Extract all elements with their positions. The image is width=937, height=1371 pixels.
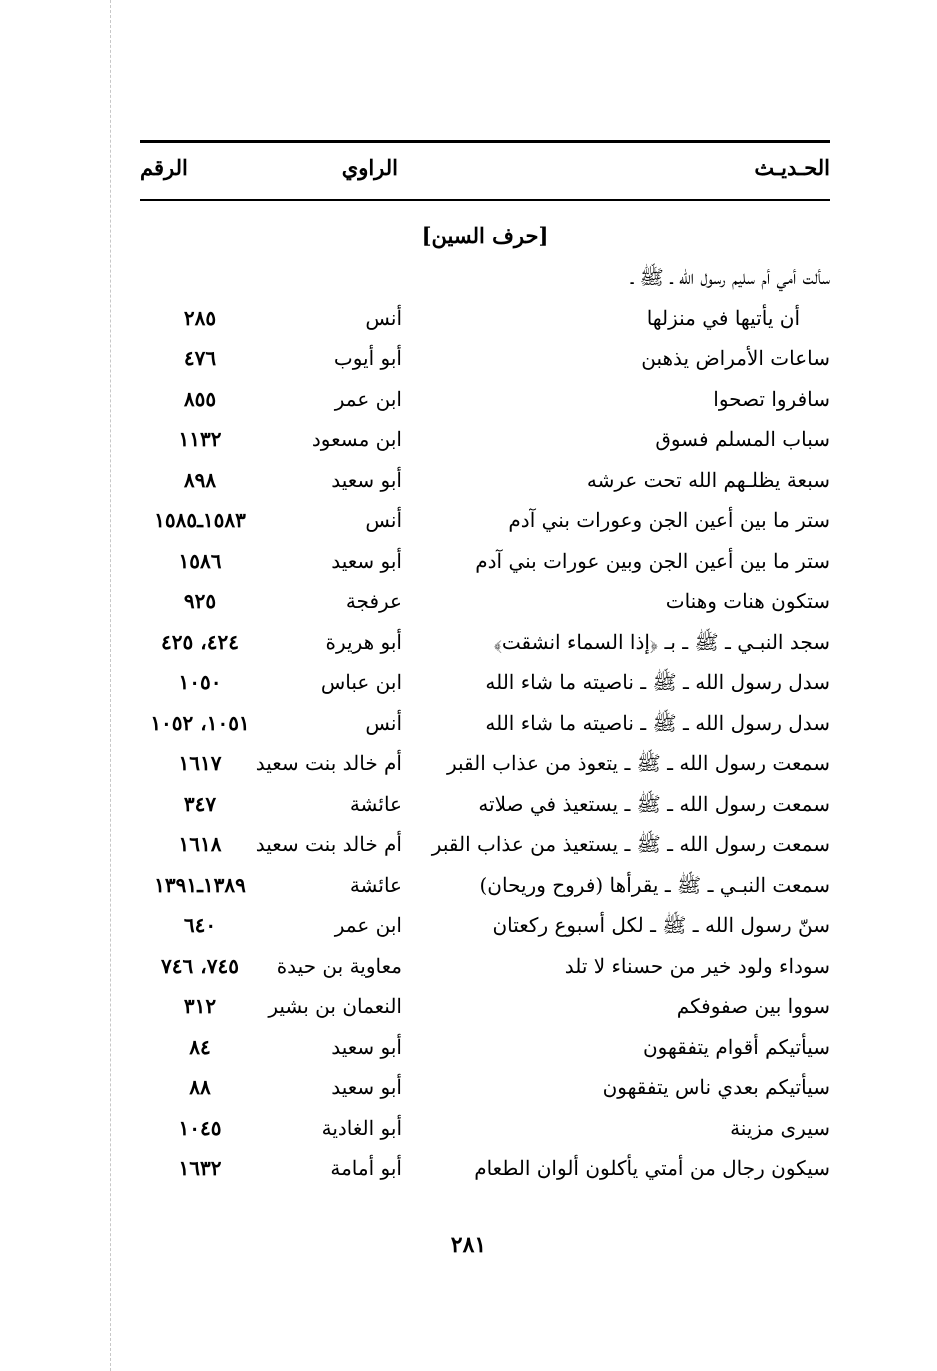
hadith-text: سمعت رسول الله ـ ﷺ ـ يستعيذ في صلاته bbox=[478, 791, 830, 816]
hadith-number: ١١٣٢ bbox=[178, 427, 222, 451]
table-row bbox=[140, 1067, 830, 1108]
page-number: ٢٨١ bbox=[450, 1232, 487, 1258]
hadith-text: سافروا تصحوا bbox=[713, 386, 830, 411]
table-row bbox=[140, 986, 830, 1027]
section-title: [حرف السين] bbox=[421, 223, 549, 248]
hadith-number: ٤٧٦ bbox=[183, 346, 217, 370]
hadith-text: سيرى مزينة bbox=[730, 1115, 830, 1140]
hadith-number: ١٠٤٥ bbox=[178, 1115, 222, 1140]
table-header bbox=[140, 143, 830, 199]
hadith-number: ١٠٥١، ١٠٥٢ bbox=[150, 710, 250, 735]
narrator: عرفجة bbox=[345, 589, 402, 613]
hadith-text: سباب المسلم فسوق bbox=[655, 427, 830, 451]
hadith-number: ١٦١٨ bbox=[178, 832, 222, 856]
hadith-number: ٣١٢ bbox=[183, 994, 217, 1018]
narrator: ابن مسعود bbox=[311, 427, 402, 451]
table-row bbox=[140, 824, 830, 865]
narrator: أبو الغادية bbox=[321, 1115, 402, 1140]
narrator: أنس bbox=[365, 305, 402, 330]
hadith-number: ٤٢٤، ٤٢٥ bbox=[161, 629, 239, 654]
hadith-text: ستر ما بين أعين الجن وبين عورات بني آدم bbox=[475, 548, 830, 573]
index-page bbox=[140, 140, 830, 1189]
table-row bbox=[140, 622, 830, 663]
hadith-number: ١٥٨٣ـ١٥٨٥ bbox=[154, 508, 246, 532]
table-row bbox=[140, 500, 830, 541]
hadith-number: ٨٩٨ bbox=[183, 467, 217, 492]
hadith-number: ١٦٣٢ bbox=[178, 1156, 222, 1180]
hadith-text: سووا بين صفوفكم bbox=[676, 994, 830, 1018]
narrator: معاوية بن حيدة bbox=[276, 953, 402, 978]
table-row bbox=[140, 946, 830, 987]
hadith-text: سجد النبـي ـ ﷺ ـ بـ ﴿إذا السماء انشقت﴾ bbox=[493, 629, 830, 654]
table-row bbox=[140, 379, 830, 420]
narrator: أبو هريرة bbox=[325, 629, 402, 654]
hadith-text: سيأتيكم بعدي ناس يتفقهون bbox=[602, 1075, 830, 1099]
hadith-number: ٢٨٥ bbox=[183, 305, 217, 330]
hadith-text: ساعات الأمراض يذهبن bbox=[641, 346, 830, 370]
hadith-index-table bbox=[140, 257, 830, 1189]
hadith-text: سنّ رسول الله ـ ﷺ ـ لكل أسبوع ركعتان bbox=[492, 913, 830, 937]
hadith-text: سمعت رسول الله ـ ﷺ ـ يستعيذ من عذاب القبر bbox=[431, 832, 830, 856]
hadith-number: ٦٤٠ bbox=[183, 913, 217, 937]
page-gutter-line bbox=[110, 0, 111, 1371]
narrator: عائشة bbox=[349, 791, 402, 816]
hadith-text: أن يأتيها في منزلها bbox=[646, 305, 800, 330]
table-row bbox=[140, 541, 830, 582]
table-row bbox=[140, 905, 830, 946]
narrator: أبو سعيد bbox=[331, 467, 402, 492]
hadith-text: سوداء ولود خير من حسناء لا تلد bbox=[564, 953, 830, 978]
header-bottom-rule bbox=[140, 199, 830, 201]
hadith-number: ٣٤٧ bbox=[183, 791, 217, 816]
hadith-number: ١٣٨٩ـ١٣٩١ bbox=[154, 872, 246, 897]
narrator: أبو أيوب bbox=[333, 346, 402, 370]
table-row bbox=[140, 1108, 830, 1149]
hadith-number: ٩٢٥ bbox=[183, 589, 217, 613]
hadith-number: ٨٤ bbox=[189, 1034, 211, 1059]
hadith-text: سمعت النبـي ـ ﷺ ـ يقرأها (فروح وريحان) bbox=[479, 872, 830, 897]
table-row bbox=[140, 1148, 830, 1189]
header-number: الرقم bbox=[140, 155, 188, 180]
narrator: أم خالد بنت سعيد bbox=[255, 751, 402, 775]
hadith-number: ٨٥٥ bbox=[183, 386, 217, 411]
table-row bbox=[140, 338, 830, 379]
narrator: أبو سعيد bbox=[331, 548, 402, 573]
header-rawi: الراوي bbox=[341, 155, 398, 180]
hadith-number: ١٥٨٦ bbox=[178, 548, 222, 573]
table-row bbox=[140, 703, 830, 744]
table-row bbox=[140, 865, 830, 906]
narrator: أنس bbox=[365, 508, 402, 532]
hadith-number: ١٦١٧ bbox=[178, 751, 222, 775]
narrator: النعمان بن بشير bbox=[268, 994, 402, 1018]
hadith-text: سيكون رجال من أمتي يأكلون ألوان الطعام bbox=[474, 1156, 830, 1180]
hadith-text: سبعة يظلـهم الله تحت عرشه bbox=[586, 467, 830, 492]
table-row bbox=[140, 460, 830, 501]
narrator: أنس bbox=[365, 710, 402, 735]
table-row bbox=[140, 662, 830, 703]
table-row bbox=[140, 1027, 830, 1068]
hadith-text: سدل رسول الله ـ ﷺ ـ ناصيته ما شاء الله bbox=[485, 670, 830, 694]
hadith-text: سألت أمي أم سليم رسول الله ـ ﷺ ـ bbox=[630, 265, 830, 289]
hadith-number: ٨٨ bbox=[189, 1075, 211, 1099]
header-hadith: الحـديـث bbox=[754, 155, 830, 180]
narrator: ابن عمر bbox=[334, 386, 402, 411]
narrator: أم خالد بنت سعيد bbox=[255, 832, 402, 856]
narrator: أبو سعيد bbox=[331, 1075, 402, 1099]
table-row bbox=[140, 419, 830, 460]
table-row bbox=[140, 257, 830, 298]
narrator: عائشة bbox=[349, 872, 402, 897]
narrator: أبو سعيد bbox=[331, 1034, 402, 1059]
hadith-number: ١٠٥٠ bbox=[178, 670, 222, 694]
table-row bbox=[140, 298, 830, 339]
table-row bbox=[140, 581, 830, 622]
hadith-text: سدل رسول الله ـ ﷺ ـ ناصيته ما شاء الله bbox=[485, 710, 830, 735]
table-row bbox=[140, 784, 830, 825]
narrator: ابن عمر bbox=[334, 913, 402, 937]
hadith-text: ستر ما بين أعين الجن وعورات بني آدم bbox=[508, 508, 830, 532]
table-row bbox=[140, 743, 830, 784]
narrator: أبو أمامة bbox=[330, 1156, 402, 1180]
hadith-text: ستكون هنات وهنات bbox=[665, 589, 830, 613]
hadith-text: سمعت رسول الله ـ ﷺ ـ يتعوذ من عذاب القبر bbox=[446, 751, 830, 775]
hadith-text: سيأتيكم أقوام يتفقهون bbox=[642, 1034, 830, 1059]
hadith-number: ٧٤٥، ٧٤٦ bbox=[161, 953, 239, 978]
narrator: ابن عباس bbox=[320, 670, 402, 694]
